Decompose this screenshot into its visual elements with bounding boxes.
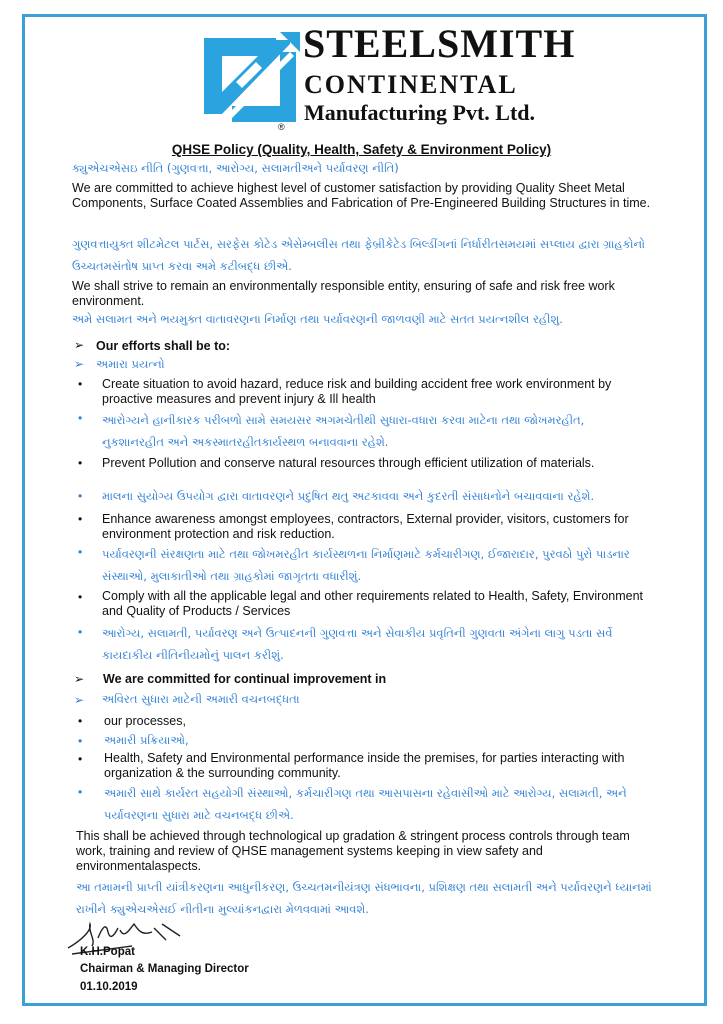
bullet-icon: •: [78, 411, 83, 425]
bullet-icon: •: [78, 785, 83, 799]
improve-1-en: our processes,: [104, 714, 186, 728]
arrow-bullet-icon: ➢: [74, 672, 85, 686]
brand-line-1: STEELSMITH: [303, 21, 576, 66]
para-1-gu: ગુણવત્તાયુક્ત શીટમેટલ પાર્ટસ, સરફેસ કોટેડ એસેમ્બલીસ તથા ફેબ્રીકેટેડ બિલ્ડીંગનાં નિર્ધારીતસમયમાં સપ્લાય દ્વારા ગ્રાહકોનો ઉચ્ચતમસંતોષ પ્રાપ્ત કરવા અમે કટીબદ્ધ છીએ.: [72, 237, 645, 273]
effort-2-en: Prevent Pollution and conserve natural resources through efficient utilization of materials.: [102, 456, 595, 470]
registered-mark: ®: [278, 122, 285, 130]
bullet-icon: •: [78, 752, 83, 766]
bullet-icon: •: [78, 590, 83, 604]
signatory-name: K.H.Popat: [80, 946, 135, 958]
para-1-en: We are committed to achieve highest level of customer satisfaction by providing Quality Sheet Metal Components, Surface Coated Assemblies and Fabrication of Pre-Engineered Building Structures in time.: [72, 181, 651, 210]
bullet-icon: •: [78, 714, 83, 728]
closing-gu: આ તમામની પ્રાપ્તી યાંત્રીકરણના આધુનીકરણ, ઉચ્ચતમનીયંત્રણ સંધભાવના, પ્રશિક્ષણ તથા સલામતી અને પર્યાવરણને ધ્યાનમાં રાખીને ક્યુએચએસઈ નીતીના મુલ્યાંકનદ્વારા મેળવવામાં આવશે.: [76, 880, 652, 916]
policy-title: QHSE Policy (Quality, Health, Safety & Environment Policy): [171, 142, 552, 157]
bullet-icon: •: [78, 625, 83, 639]
company-logo: [196, 22, 306, 130]
effort-2-gu: માલના સુયોગ્ય ઉપયોગ દ્વારા વાતાવરણને પ્રદુષિત થતુ અટકાવવા અને કુદરતી સંસાધનોને બચાવવાના રહેશે.: [102, 489, 595, 503]
signature-date: 01.10.2019: [80, 981, 138, 993]
gujarati-title: ક્યુએચએસઇ નીતિ (ગુણવત્તા, આરોગ્ય, સલામતીઅને પર્યાવરણ નીતિ): [72, 161, 399, 175]
bullet-icon: •: [78, 377, 83, 391]
effort-4-gu: આરોગ્ય, સલામતી, પર્યાવરણ અને ઉત્પાદનની ગુણવત્તા અને સેવાકીય પ્રવૃતિની ગુણવતા અંગેના લાગુ પડતા સર્વે કાયદાકીય નીતિનીયમોનું પાલન કરીશું.: [102, 626, 613, 662]
efforts-heading-gu: અમારા પ્રયત્નો: [96, 357, 165, 371]
improve-2-en: Health, Safety and Environmental performance inside the premises, for parties interacting with organization & the surrounding community.: [104, 751, 625, 780]
para-2-en: We shall strive to remain an environmentally responsible entity, ensuring of safe and risk free work environment.: [72, 279, 615, 308]
improve-heading: We are committed for continual improvement in: [103, 672, 387, 686]
arrow-bullet-icon: ➢: [74, 338, 85, 352]
bullet-icon: •: [78, 545, 83, 559]
arrow-bullet-icon: ➢: [74, 693, 85, 707]
arrow-bullet-icon: ➢: [74, 357, 85, 371]
improve-1-gu: અમારી પ્રક્રિયાઓ,: [104, 733, 189, 747]
bullet-icon: •: [78, 489, 83, 503]
signatory-role: Chairman & Managing Director: [80, 963, 249, 975]
closing-en: This shall be achieved through technological up gradation & stringent process controls through team work, training and review of QHSE management systems keeping in view safety and environmentalaspects.: [76, 829, 630, 873]
para-2-gu: અમે સલામત અને ભયમુક્ત વાતાવરણના નિર્માણ તથા પર્યાવરણની જાળવણી માટે સતત પ્રયત્નશીલ રહીશુ.: [72, 312, 563, 326]
efforts-heading: Our efforts shall be to:: [96, 339, 231, 353]
effort-1-gu: આરોગ્યને હાનીકારક પરીબળો સામે સમયસર અગમચેતીથી સુધારા-વધારા કરવા માટેના તથા જોખમરહીત, નુકશાનરહીત અને અકસ્માતરહીતકાર્યસ્થળ બનાવવાના રહેશે.: [102, 413, 585, 449]
brand-line-2: CONTINENTAL: [304, 70, 518, 99]
brand-line-3: Manufacturing Pvt. Ltd.: [304, 100, 535, 125]
improve-2-gu: અમારી સાથે કાર્યરત સહયોગી સંસ્થાઓ, કર્મચારીગણ તથા આસપાસના રહેવાસીઓ માટે આરોગ્ય, સલામતી, અને પર્યાવરણના સુધારા માટે વચનબદ્ધ છીએ.: [104, 786, 627, 822]
effort-3-en: Enhance awareness amongst employees, contractors, External provider, visitors, customers for environment protection and risk reduction.: [102, 512, 629, 541]
bullet-icon: •: [78, 456, 83, 470]
bullet-icon: •: [78, 512, 83, 526]
effort-1-en: Create situation to avoid hazard, reduce risk and building accident free work environment by proactive measures and prevent injury & Ill health: [102, 377, 612, 406]
improve-heading-gu: અવિરત સુધારા માટેની અમારી વચનબદ્ધતા: [102, 692, 300, 706]
effort-4-en: Comply with all the applicable legal and other requirements related to Health, Safety, Environment and Quality of Products / Services: [102, 589, 644, 618]
bullet-icon: •: [78, 734, 83, 748]
effort-3-gu: પર્યાવરણની સંરક્ષણતા માટે તથા જોખમરહીત કાર્યસ્થળના નિર્માણમાટે કર્મચારીગણ, ઈજારાદાર, પુરવઠો પુરો પાડનાર સંસ્થાઓ, મુલાકાતીઓ તથા ગ્રાહકોમાં જાગૃતતા વધારીશું.: [102, 547, 630, 583]
